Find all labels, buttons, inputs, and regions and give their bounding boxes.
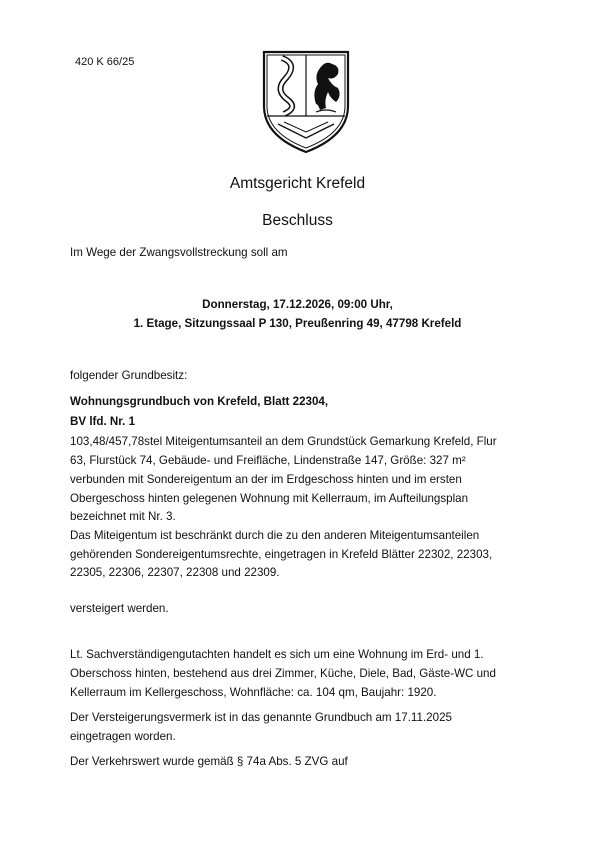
document-title: Beschluss: [262, 212, 333, 229]
registration-line: eingetragen worden.: [70, 730, 176, 743]
coat-of-arms-logo: [256, 44, 356, 156]
auction-date: Donnerstag, 17.12.2026, 09:00 Uhr,: [202, 298, 393, 311]
auction-location: 1. Etage, Sitzungssaal P 130, Preußenring 49, 47798 Krefeld: [133, 317, 462, 330]
description-line: gehörenden Sondereigentumsrechte, eingetragen in Krefeld Blätter 22302, 22303,: [70, 548, 493, 561]
description-line: 22305, 22306, 22307, 22308 und 22309.: [70, 566, 280, 579]
expert-line: Lt. Sachverständigengutachten handelt es sich um eine Wohnung im Erd- und 1.: [70, 648, 484, 661]
bv-number: BV lfd. Nr. 1: [70, 415, 136, 428]
description-line: bezeichnet mit Nr. 3.: [70, 510, 176, 523]
description-line: verbunden mit Sondereigentum an der im Erdgeschoss hinten und im ersten: [70, 473, 462, 486]
description-line: Das Miteigentum ist beschränkt durch die zu den anderen Miteigentumsanteilen: [70, 529, 480, 542]
expert-line: Kellerraum im Kellergeschoss, Wohnfläche: ca. 104 qm, Baujahr: 1920.: [70, 686, 437, 699]
registration-line: Der Versteigerungsvermerk ist in das genannte Grundbuch am 17.11.2025: [70, 711, 452, 724]
register-heading: Wohnungsgrundbuch von Krefeld, Blatt 22304,: [70, 395, 329, 408]
market-value-line: Der Verkehrswert wurde gemäß § 74a Abs. 5 ZVG auf: [70, 755, 348, 768]
court-name: Amtsgericht Krefeld: [229, 175, 366, 192]
property-intro: folgender Grundbesitz:: [70, 369, 188, 382]
description-line: 63, Flurstück 74, Gebäude- und Freifläche, Lindenstraße 147, Größe: 327 m²: [70, 454, 466, 467]
case-reference: 420 K 66/25: [75, 56, 135, 68]
description-line: 103,48/457,78stel Miteigentumsanteil an dem Grundstück Gemarkung Krefeld, Flur: [70, 435, 497, 448]
intro-text: Im Wege der Zwangsvollstreckung soll am: [70, 246, 288, 259]
description-line: Obergeschoss hinten gelegenen Wohnung mit Kellerraum, im Aufteilungsplan: [70, 492, 469, 505]
auction-statement: versteigert werden.: [70, 602, 169, 615]
expert-line: Oberschoss hinten, bestehend aus drei Zimmer, Küche, Diele, Bad, Gäste-WC und: [70, 667, 496, 680]
